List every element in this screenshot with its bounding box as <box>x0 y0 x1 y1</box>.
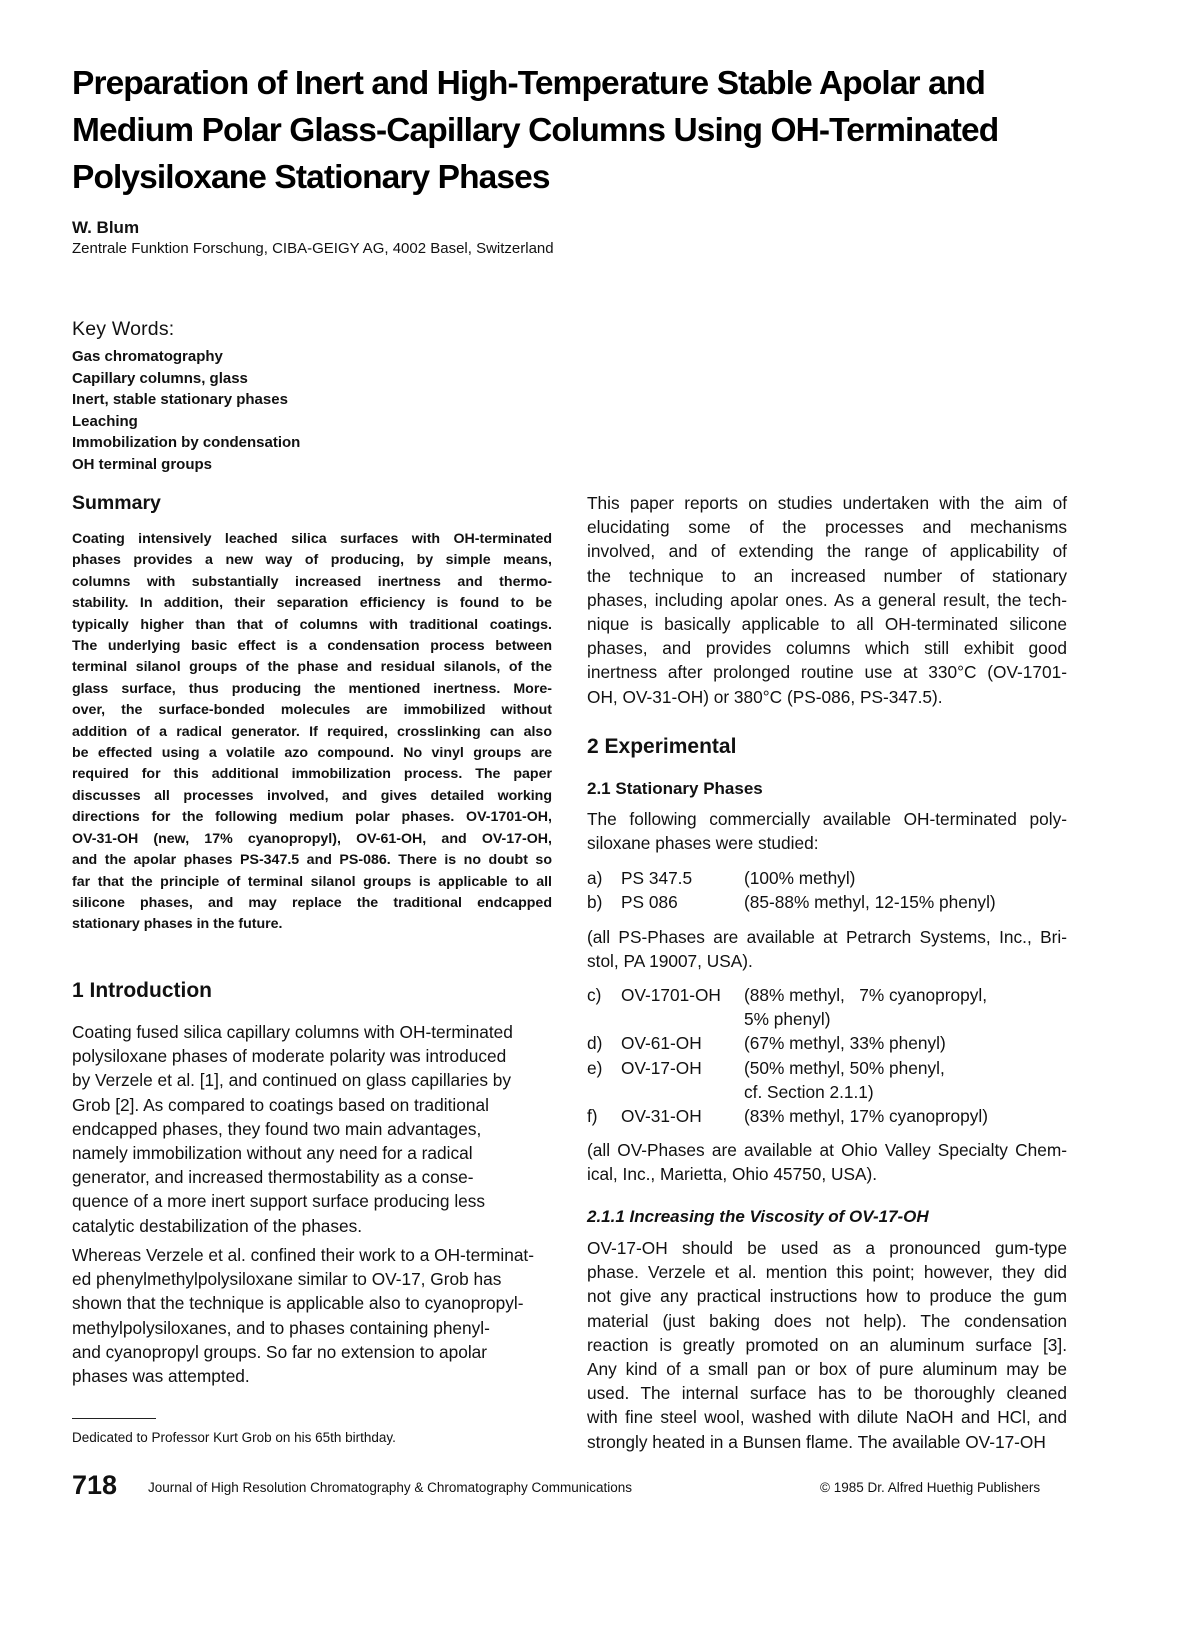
text-line: addition of a radical generator. If required, crosslinking can also <box>72 723 552 740</box>
title-line: Polysiloxane Stationary Phases <box>72 159 550 196</box>
text-line: required for this additional immobilization process. The paper <box>72 766 552 783</box>
phase-composition <box>744 866 1067 890</box>
author-affiliation: Zentrale Funktion Forschung, CIBA-GEIGY AG, 4002 Basel, Switzerland <box>72 240 554 257</box>
phase-composition-line: (88% methyl, 7% cyanopropyl, <box>744 985 988 1005</box>
introduction-paragraph-2 <box>72 1243 552 1388</box>
ps-phase-list <box>587 866 1067 914</box>
phase-label: e) <box>587 1057 603 1078</box>
introduction-heading: 1 Introduction <box>72 979 212 1002</box>
text-line: glass surface, thus producing the mentioned inertness. More- <box>72 680 552 697</box>
title-line: Preparation of Inert and High-Temperature Stable Apolar and <box>72 65 985 102</box>
text-line: and cyanopropyl groups. So far no extension to apolar <box>72 1341 488 1362</box>
keyword-item: Capillary columns, glass <box>72 369 248 387</box>
author-name: W. Blum <box>72 218 140 237</box>
phase-composition-line: (67% methyl, 33% phenyl) <box>744 1033 946 1054</box>
phase-label: a) <box>587 868 603 888</box>
keywords-list <box>72 346 300 476</box>
text-line: stol, PA 19007, USA). <box>587 951 753 972</box>
introduction-paragraph-1 <box>72 1020 552 1238</box>
text-line: strongly heated in a Bunsen flame. The available OV-17-OH <box>587 1431 1046 1452</box>
text-line: polysiloxane phases of moderate polarity was introduced <box>72 1046 507 1067</box>
text-line: Coating intensively leached silica surfaces with OH-terminated <box>72 531 552 547</box>
text-line: used. The internal surface has to be thoroughly cleaned <box>587 1383 1067 1404</box>
text-line: The underlying basic effect is a condensation process between <box>72 638 552 655</box>
text-line: silicone phases, and may replace the traditional endcapped <box>72 894 552 911</box>
text-line: Coating fused silica capillary columns with OH-terminated <box>72 1022 513 1042</box>
stationary-phases-heading: 2.1 Stationary Phases <box>587 779 763 798</box>
keyword-item: Leaching <box>72 412 138 430</box>
text-line: OV-17-OH should be used as a pronounced gum-type <box>587 1238 1067 1258</box>
text-line: involved, and of extending the range of applicability of <box>587 541 1067 562</box>
text-line: reaction is greatly promoted on an aluminum surface [3]. <box>587 1334 1067 1355</box>
phase-item <box>587 866 1067 890</box>
text-line: (all OV-Phases are available at Ohio Valley Specialty Chem- <box>587 1140 1067 1160</box>
phase-item <box>587 1104 1067 1128</box>
text-line: directions for the following medium polar phases. OV-1701-OH, <box>72 809 552 826</box>
text-line: stationary phases in the future. <box>72 916 283 933</box>
text-line: elucidating some of the processes and mechanisms <box>587 517 1067 538</box>
text-line: Any kind of a small pan or box of pure aluminum may be <box>587 1359 1067 1380</box>
phase-composition-line: (83% methyl, 17% cyanopropyl) <box>744 1106 988 1127</box>
copyright-notice: © 1985 Dr. Alfred Huethig Publishers <box>820 1480 1041 1495</box>
text-line: phases, including apolar ones. As a general result, the tech- <box>587 589 1067 610</box>
text-line: OV-31-OH (new, 17% cyanopropyl), OV-61-OH, and OV-17-OH, <box>72 830 552 847</box>
text-line: phases, and provides columns which still exhibit good <box>587 638 1067 659</box>
text-line: be effected using a volatile azo compound. No vinyl groups are <box>72 745 552 762</box>
text-line: discusses all processes involved, and gives detailed working <box>72 787 552 804</box>
text-line: generator, and increased thermostability as a conse- <box>72 1167 474 1188</box>
text-line: phases was attempted. <box>72 1366 250 1387</box>
phase-composition-line: cf. Section 2.1.1) <box>744 1081 874 1102</box>
phase-composition-line: (85-88% methyl, 12-15% phenyl) <box>744 892 996 913</box>
text-line: catalytic destabilization of the phases. <box>72 1215 363 1236</box>
phase-composition-line: (50% methyl, 50% phenyl, <box>744 1057 945 1078</box>
journal-name: Journal of High Resolution Chromatography & Chromatography Communications <box>148 1480 632 1495</box>
text-line: with fine steel wool, washed with dilute NaOH and HCl, and <box>587 1407 1067 1428</box>
phase-composition <box>744 1104 1067 1128</box>
ov-phase-list <box>587 983 1067 1128</box>
paper-title <box>72 60 1162 201</box>
keyword-item: Gas chromatography <box>72 348 223 365</box>
viscosity-paragraph <box>587 1236 1067 1454</box>
text-line: stability. In addition, their separation efficiency is found to be <box>72 595 552 612</box>
ohio-valley-source-note <box>587 1138 1067 1186</box>
phase-item <box>587 890 1067 914</box>
text-line: over, the surface-bonded molecules are immobilized without <box>72 702 552 719</box>
title-line: Medium Polar Glass-Capillary Columns Using OH-Terminated <box>72 112 999 149</box>
text-line: Grob [2]. As compared to coatings based on traditional <box>72 1094 489 1115</box>
keyword-item: Inert, stable stationary phases <box>72 391 288 409</box>
page-number: 718 <box>72 1470 118 1500</box>
text-line: siloxane phases were studied: <box>587 833 819 854</box>
keywords-heading: Key Words: <box>72 318 175 340</box>
phase-composition <box>744 1056 1067 1104</box>
text-line: the technique to an increased number of stationary <box>587 565 1067 586</box>
keyword-item: OH terminal groups <box>72 455 213 473</box>
phase-name: OV-61-OH <box>621 1033 702 1054</box>
text-line: Whereas Verzele et al. confined their work to a OH-terminat- <box>72 1245 534 1265</box>
phase-label: b) <box>587 892 603 913</box>
text-line: ical, Inc., Marietta, Ohio 45750, USA). <box>587 1164 878 1185</box>
phase-composition <box>744 890 1067 914</box>
keyword-item: Immobilization by condensation <box>72 434 301 452</box>
text-line: phases provides a new way of producing, by simple means, <box>72 552 552 569</box>
text-line: far that the principle of terminal silanol groups is applicable to all <box>72 873 552 890</box>
phase-composition <box>744 983 1067 1031</box>
text-line: material (just baking does not help). The condensation <box>587 1310 1067 1331</box>
text-line: methylpolysiloxanes, and to phases containing phenyl- <box>72 1317 490 1338</box>
text-line: quence of a more inert support surface producing less <box>72 1191 486 1212</box>
introduction-continued <box>587 491 1067 709</box>
text-line: The following commercially available OH-terminated poly- <box>587 809 1067 829</box>
summary-heading: Summary <box>72 492 161 514</box>
text-line: This paper reports on studies undertaken with the aim of <box>587 493 1067 513</box>
text-line: endcapped phases, they found two main advantages, <box>72 1118 482 1139</box>
experimental-heading: 2 Experimental <box>587 735 737 758</box>
summary-text <box>72 529 552 936</box>
text-line: inertness after prolonged routine use at 330°C (OV-1701- <box>587 662 1067 683</box>
text-line: and the apolar phases PS-347.5 and PS-086. There is no doubt so <box>72 852 552 869</box>
text-line: typically higher than that of columns with traditional coatings. <box>72 616 552 633</box>
footnote-text: Dedicated to Professor Kurt Grob on his 65th birthday. <box>72 1430 396 1445</box>
phase-item <box>587 1031 1067 1055</box>
phase-composition-line: 5% phenyl) <box>744 1009 831 1030</box>
text-line: ed phenylmethylpolysiloxane similar to OV-17, Grob has <box>72 1269 502 1290</box>
text-line: nique is basically applicable to all OH-terminated silicone <box>587 614 1067 635</box>
phase-label: c) <box>587 985 602 1005</box>
text-line: (all PS-Phases are available at Petrarch Systems, Inc., Bri- <box>587 927 1067 947</box>
phase-composition-line: (100% methyl) <box>744 868 856 888</box>
text-line: phase. Verzele et al. mention this point; however, they did <box>587 1262 1067 1283</box>
text-line: by Verzele et al. [1], and continued on glass capillaries by <box>72 1070 512 1091</box>
text-line: not give any practical instructions how to produce the gum <box>587 1286 1067 1307</box>
text-line: columns with substantially increased inertness and thermo- <box>72 573 552 590</box>
phase-name: PS 086 <box>621 892 678 913</box>
text-line: terminal silanol groups of the phase and residual silanols, of the <box>72 659 552 676</box>
viscosity-subsection-heading: 2.1.1 Increasing the Viscosity of OV-17-OH <box>587 1207 929 1226</box>
petrarch-source-note <box>587 925 1067 973</box>
stationary-phases-intro <box>587 807 1067 855</box>
phase-name: OV-31-OH <box>621 1106 702 1127</box>
footnote <box>72 1430 396 1445</box>
text-line: namely immobilization without any need for a radical <box>72 1143 473 1164</box>
phase-composition <box>744 1031 1067 1055</box>
phase-label: f) <box>587 1106 598 1127</box>
phase-name: OV-1701-OH <box>621 985 721 1005</box>
phase-label: d) <box>587 1033 603 1054</box>
phase-item <box>587 1056 1067 1104</box>
text-line: OH, OV-31-OH) or 380°C (PS-086, PS-347.5). <box>587 686 943 707</box>
phase-item <box>587 983 1067 1031</box>
phase-name: OV-17-OH <box>621 1057 702 1078</box>
footnote-rule <box>72 1418 156 1419</box>
text-line: shown that the technique is applicable also to cyanopropyl- <box>72 1293 524 1314</box>
phase-name: PS 347.5 <box>621 868 693 888</box>
